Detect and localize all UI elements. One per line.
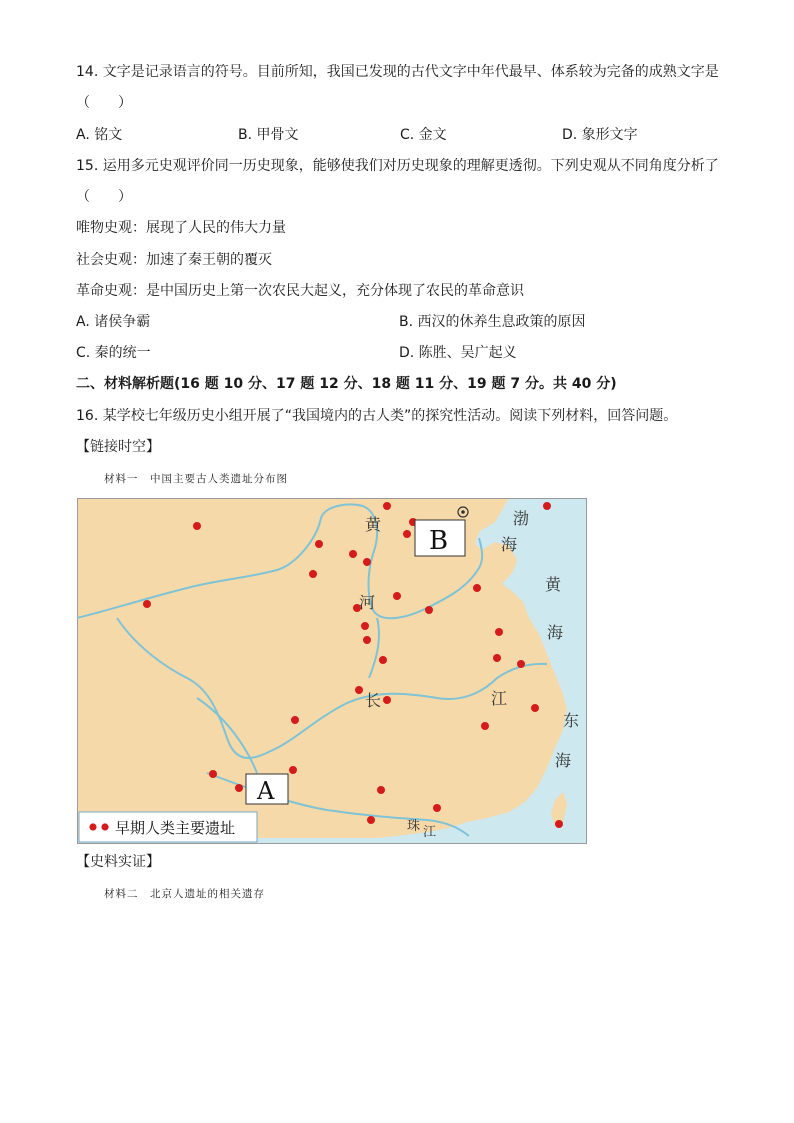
site-dot	[209, 770, 217, 778]
site-dot	[309, 570, 317, 578]
site-dot	[555, 820, 563, 828]
site-dot	[315, 540, 323, 548]
label-changjiang-2: 江	[491, 689, 508, 708]
tag-historical-evidence: 【史料实证】	[76, 854, 160, 870]
site-dot	[495, 628, 503, 636]
legend-dot-icon-2	[101, 823, 108, 830]
label-huanghai-1: 黄	[545, 575, 562, 594]
site-dot	[143, 600, 151, 608]
ancient-human-sites-map	[77, 498, 587, 844]
site-dot	[289, 766, 297, 774]
q14-blank: （ ）	[76, 95, 132, 111]
box-b-label: B	[429, 526, 449, 556]
q15-stem: 15. 运用多元史观评价同一历史现象，能够使我们对历史现象的理解更透彻。下列史观从不同角度分析了	[76, 158, 719, 174]
label-bohai-1: 渤	[513, 509, 530, 528]
box-a-label: A	[257, 777, 275, 805]
label-donghai-2: 海	[555, 751, 572, 770]
label-zhujiang-1: 珠	[407, 819, 421, 834]
legend-label: 早期人类主要遗址	[115, 820, 236, 837]
q14-option-c[interactable]: C. 金文	[400, 127, 447, 143]
q15-view-1: 唯物史观：展现了人民的伟大力量	[76, 220, 286, 236]
q15-blank: （ ）	[76, 189, 132, 205]
site-dot	[493, 654, 501, 662]
material-1-caption: 材料一 中国主要古人类遗址分布图	[104, 473, 288, 485]
section-heading: 二、材料解析题(16 题 10 分、17 题 12 分、18 题 11 分、19 题 7 分。共 40 分)	[76, 376, 617, 392]
q15-view-2: 社会史观：加速了秦王朝的覆灭	[76, 252, 272, 268]
site-dot	[473, 584, 481, 592]
site-dot	[367, 816, 375, 824]
map-land	[77, 498, 567, 838]
site-dot	[393, 592, 401, 600]
q15-option-b[interactable]: B. 西汉的休养生息政策的原因	[399, 314, 586, 330]
q14-option-b[interactable]: B. 甲骨文	[238, 127, 299, 143]
label-changjiang-1: 长	[365, 691, 382, 710]
label-huanghai-2: 海	[547, 623, 564, 642]
label-bohai-2: 海	[501, 535, 518, 554]
legend-dot-icon-1	[89, 823, 96, 830]
site-dot	[383, 696, 391, 704]
tag-link-time-space: 【链接时空】	[76, 439, 160, 455]
q14-option-a[interactable]: A. 铭文	[76, 127, 123, 143]
site-dot	[433, 804, 441, 812]
material-2-caption: 材料二 北京人遗址的相关遗存	[104, 888, 265, 900]
q15-option-a[interactable]: A. 诸侯争霸	[76, 314, 151, 330]
capital-icon-center	[461, 510, 465, 514]
q15-view-3: 革命史观：是中国历史上第一次农民大起义，充分体现了农民的革命意识	[76, 283, 524, 299]
q14-option-d[interactable]: D. 象形文字	[562, 127, 638, 143]
site-dot	[531, 704, 539, 712]
site-dot	[349, 550, 357, 558]
site-dot	[481, 722, 489, 730]
site-dot	[383, 502, 391, 510]
q15-option-c[interactable]: C. 秦的统一	[76, 345, 151, 361]
site-dot	[363, 558, 371, 566]
site-dot	[379, 656, 387, 664]
site-dot	[235, 784, 243, 792]
q14-stem: 14. 文字是记录语言的符号。目前所知，我国已发现的古代文字中年代最早、体系较为完备的成熟文字是	[76, 64, 719, 80]
site-dot	[377, 786, 385, 794]
site-dot	[403, 530, 411, 538]
label-huanghe-2: 河	[359, 593, 376, 612]
label-huanghe-1: 黄	[365, 515, 382, 534]
site-dot	[361, 622, 369, 630]
site-dot	[355, 686, 363, 694]
site-dot	[291, 716, 299, 724]
q16-stem: 16. 某学校七年级历史小组开展了“我国境内的古人类”的探究性活动。阅读下列材料，回答问题。	[76, 408, 678, 424]
q15-option-d[interactable]: D. 陈胜、吴广起义	[399, 345, 517, 361]
site-dot	[193, 522, 201, 530]
label-zhujiang-2: 江	[423, 825, 437, 840]
label-donghai-1: 东	[563, 711, 580, 730]
site-dot	[543, 502, 551, 510]
site-dot	[517, 660, 525, 668]
site-dot	[363, 636, 371, 644]
site-dot	[425, 606, 433, 614]
